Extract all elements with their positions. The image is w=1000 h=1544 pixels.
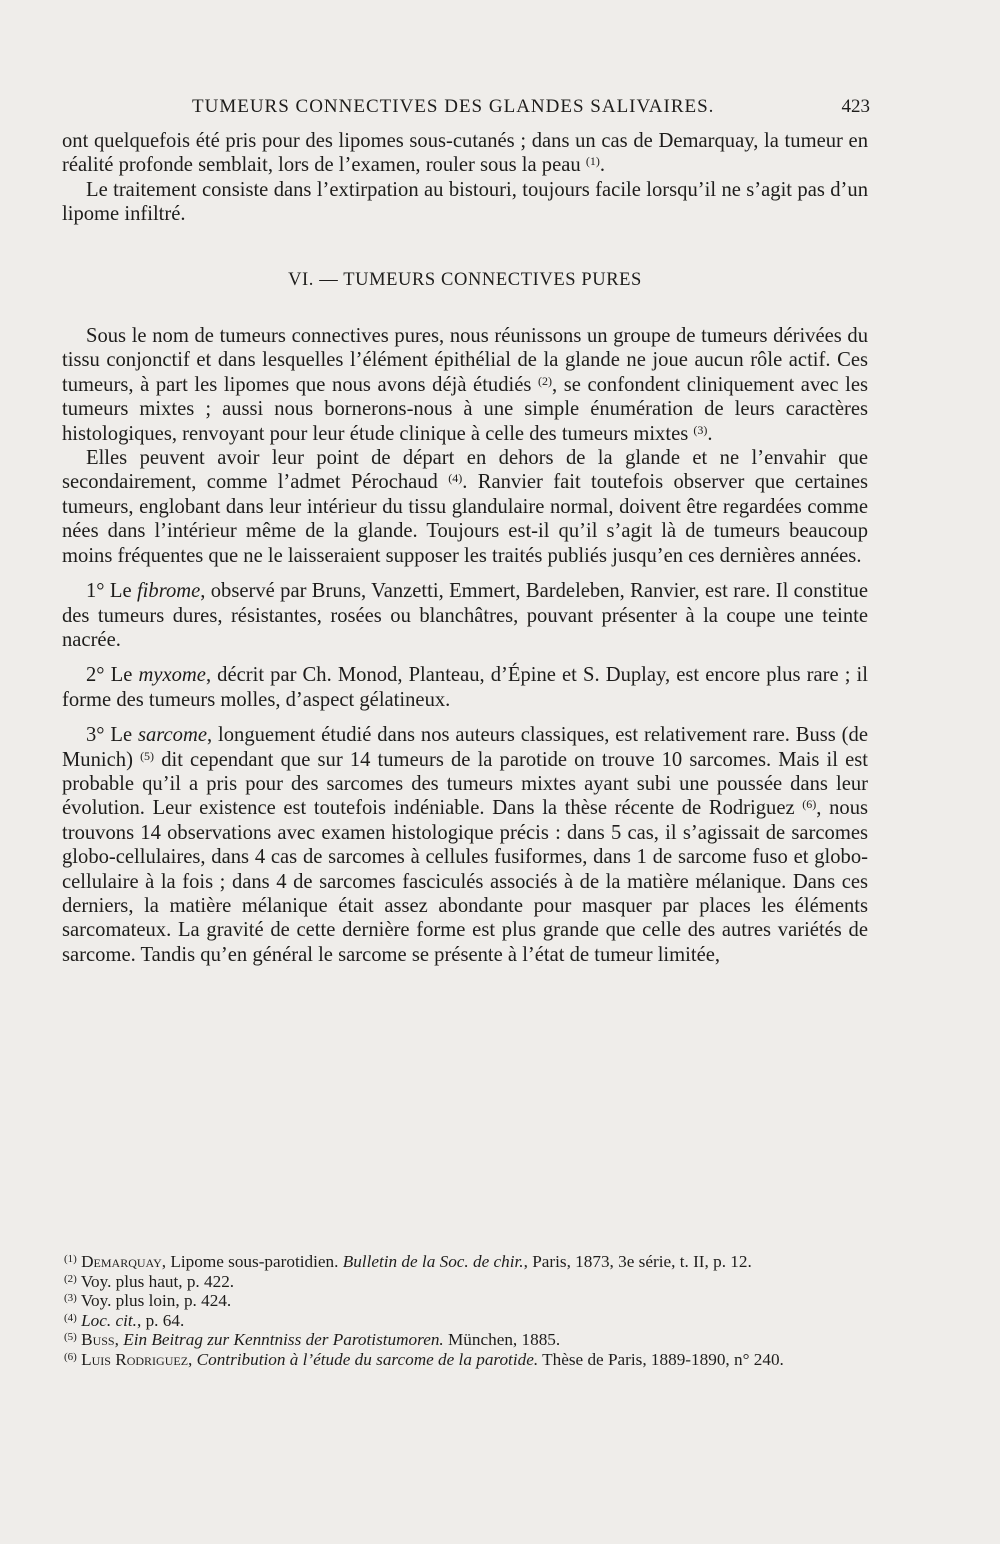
footnote-title: Loc. cit. [81,1310,137,1330]
footnote-mark: (4) [64,1311,77,1324]
footnote-author: Demarquay [81,1252,162,1271]
italic-term: fibrome [136,580,201,603]
footnote [62,1350,868,1370]
footnote-text: , Lipome sous-parotidien. [161,1252,343,1271]
footnote-text: , [114,1330,124,1350]
text-run: 3° Le [86,724,138,747]
footnote-text: Voy. plus haut, p. 422. [80,1271,235,1291]
footnote-author: Buss [81,1330,115,1350]
footnote-rest: Thèse de Paris, 1889-1890, n° 240. [538,1349,784,1369]
text-run: , nous trouvons 14 observations avec examen histologique précis : dans 5 cas, il s’agissait de sarcomes globo-cellulaires, dans 4 cas de sarcomes à cellules fusiformes, dans 1 de sarcome fuso et globo-cellulaire à la fois ; dans 4 de sarcomes fasciculés associés à de la matière mélanique. Dans ces derniers, la matière mélanique était assez abondante pour masquer par places les éléments sarcomateux. La gravité de cette dernière forme est plus grande que celle des autres variétés de sarcome. Tandis qu’en général le sarcome se présente à l’état de tumeur limitée, [62,797,869,966]
footnote-rest: , p. 64. [136,1310,185,1330]
italic-term: myxome [138,664,206,687]
footnote-rest: , Paris, 1873, 3e série, t. II, p. 12. [523,1252,752,1271]
paragraph-continuation [62,129,868,178]
body-text [62,129,868,967]
footnote-ref: (4) [448,471,463,486]
footnote [62,1311,868,1331]
footnote [62,1291,868,1311]
footnote-mark: (2) [64,1272,77,1285]
text-run: 1° Le [86,580,137,603]
footnote-ref: (5) [140,748,155,763]
footnote-title: Ein Beitrag zur Kenntniss der Parotistumoren. [123,1330,444,1350]
text-run: , décrit par Ch. Monod, Planteau, d’Épine et S. Duplay, est encore plus rare ; il forme des tumeurs molles, d’aspect gélatineux. [62,664,868,711]
paragraph-sarcome [62,723,868,967]
text-run: , se confondent cliniquement avec les tumeurs mixtes ; aussi nous bornerons-nous à une simple énumération de leurs caractères histologiques, renvoyant pour leur étude clinique à celle des tumeurs mixtes [62,373,868,445]
footnote-ref: (3) [693,422,708,437]
text-run: . [599,154,605,177]
footnote-mark: (1) [64,1253,77,1265]
paragraph-myxome [62,663,868,712]
text-run: 2° Le [86,664,139,687]
text-run: , observé par Bruns, Vanzetti, Emmert, Bardeleben, Ranvier, est rare. Il constitue des tumeurs dures, résistantes, rosées ou blanchâtres, pouvant présenter à la coupe une teinte nacrée. [62,580,868,651]
footnote [62,1330,868,1350]
text-run: . [707,422,713,445]
footnote-author: Luis Rodriguez [81,1349,189,1369]
paragraph-origin [62,446,868,568]
footnote-text: Voy. plus loin, p. 424. [80,1291,232,1311]
paragraph-intro [62,324,868,446]
footnote [62,1272,868,1292]
section-heading: VI. — TUMEURS CONNECTIVES PURES [288,269,642,290]
text-run: ont quelquefois été pris pour des lipomes sous-cutanés ; dans un cas de Demarquay, la tumeur en réalité profonde semblait, lors de l’examen, rouler sous la peau [62,130,868,177]
text-run: Elles peuvent avoir leur point de départ en dehors de la glande et ne l’envahir que secondairement, comme l’admet Pérochaud [62,447,868,494]
running-head [62,96,870,124]
text-run: Sous le nom de tumeurs connectives pures, nous réunissons un groupe de tumeurs dérivées du tissu conjonctif et dans lesquelles l’élément épithélial de la glande ne joue aucun rôle actif. Ces tumeurs, à part les lipomes que nous avons déjà étudiés [62,325,868,396]
text-run: . Ranvier fait toutefois observer que certaines tumeurs, englobant dans leur intérieur du tissu glandulaire normal, doivent être regardées comme nées dans l’intérieur même de la glande. Toujours est-il qu’il s’agit là de tumeurs beaucoup moins fréquentes que ne le laisseraient supposer les traités publiés jusqu’en ces dernières années. [62,471,868,567]
italic-term: sarcome [137,724,207,747]
page-number: 423 [841,96,870,117]
footnote [62,1252,868,1272]
footnote-mark: (3) [64,1292,77,1305]
footnote-title: Contribution à l’étude du sarcome de la parotide. [196,1349,539,1369]
footnote-text: , [188,1349,197,1369]
footnote-rest: München, 1885. [443,1330,561,1350]
footnote-ref: (1) [585,154,600,169]
running-title: TUMEURS CONNECTIVES DES GLANDES SALIVAIRES. [192,96,715,117]
footnote-title: Bulletin de la Soc. de chir. [342,1252,524,1271]
footnote-ref: (6) [802,797,817,812]
footnote-mark: (6) [64,1350,77,1363]
text-run: dit cependant que sur 14 tumeurs de la parotide on trouve 10 sarcomes. Mais il est probable qu’il a pris pour des sarcomes des tumeurs mixtes ayant subi une poussée dans leur évolution. Leur existence est toutefois indéniable. Dans la thèse récente de Rodriguez [62,748,869,820]
paragraph-fibrome [62,579,868,652]
footnotes [62,1252,868,1370]
footnote-mark: (5) [64,1331,77,1344]
paragraph-treatment: Le traitement consiste dans l’extirpation au bistouri, toujours facile lorsqu’il ne s’agit pas d’un lipome infiltré. [62,178,868,226]
text-run: , longuement étudié dans nos auteurs classiques, est relativement rare. Buss (de Munich) [62,724,868,771]
footnote-ref: (2) [537,373,552,388]
